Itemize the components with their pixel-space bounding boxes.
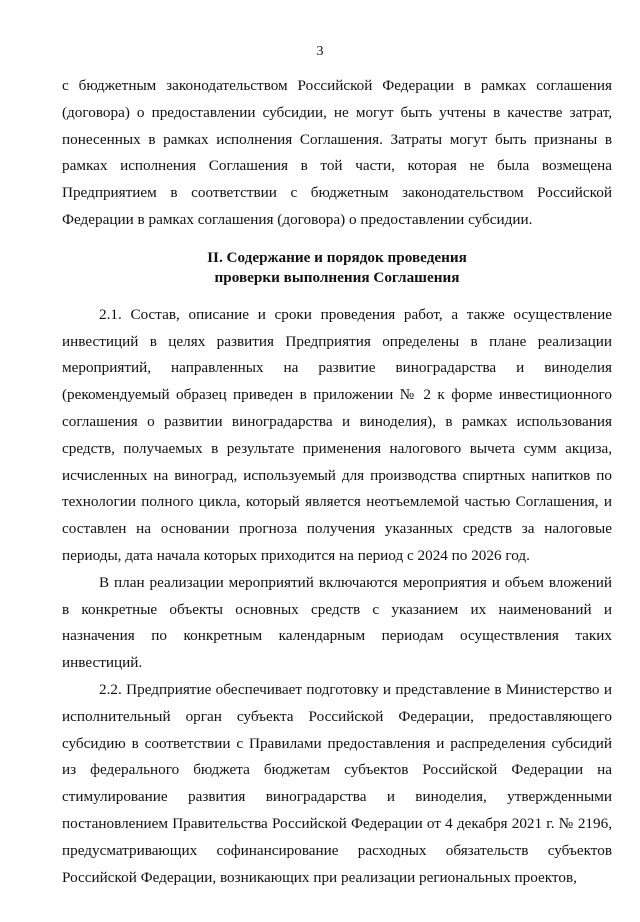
section-heading-line1: II. Содержание и порядок проведения	[207, 248, 467, 266]
section-heading	[62, 248, 612, 288]
page-number: 3	[316, 44, 324, 59]
paragraph-2-2: 2.2. Предприятие обеспечивает подготовку и представление в Министерство и исполнительный орган субъекта Российской Федерации, предоставляющего субсидию в соответствии с Правилами предоставления и распределения субсидий из федерального бюджета бюджетам субъектов Российской Федерации на стимулирование развития виноградарства и виноделия, утвержденными постановлением Правительства Российской Федерации от 4 декабря 2021 г. № 2196, предусматривающих софинансирование расходных обязательств субъектов Российской Федерации, возникающих при реализации региональных проектов,	[62, 680, 612, 886]
paragraph-plan: В план реализации мероприятий включаются мероприятия и объем вложений в конкретные объекты основных средств с указанием их наименований и назначения по конкретным календарным периодам осуществления таких инвестиций.	[62, 573, 612, 672]
paragraph-intro: с бюджетным законодательством Российской Федерации в рамках соглашения (договора) о предоставлении субсидии, не могут быть учтены в качестве затрат, понесенных в рамках исполнения Соглашения. Затраты могут быть признаны в рамках исполнения Соглашения в той части, которая не была возмещена Предприятием в соответствии с бюджетным законодательством Российской Федерации в рамках соглашения (договора) о предоставлении субсидии.	[62, 77, 612, 228]
section-heading-line2: проверки выполнения Соглашения	[214, 268, 460, 286]
paragraph-2-1: 2.1. Состав, описание и сроки проведения работ, а также осуществление инвестиций в целях развития Предприятия определены в плане реализации мероприятий, направленных на развитие виноградарства и виноделия (рекомендуемый образец приведен в приложении № 2 к форме инвестиционного соглашения о развитии виноградарства и виноделия), в рамках использования средств, получаемых в результате применения налогового вычета сумм акциза, исчисленных на виноград, используемый для производства спиртных напитков по технологии полного цикла, который является неотъемлемой частью Соглашения, и составлен на основании прогноза получения указанных средств за налоговые периоды, дата начала которых приходится на период с 2024 по 2026 год.	[62, 305, 612, 564]
document-body	[62, 73, 612, 891]
